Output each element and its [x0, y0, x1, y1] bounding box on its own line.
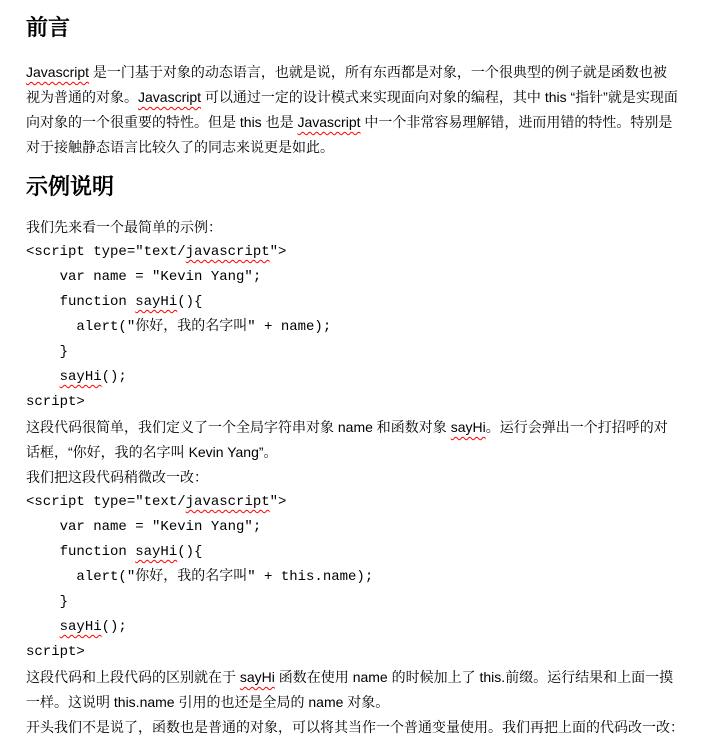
- latin-text: this.name: [113, 694, 175, 710]
- latin-text: this: [544, 89, 567, 105]
- text-run: 。运行会弹出一个打招呼的对: [485, 419, 668, 435]
- text-run: (){: [177, 544, 203, 560]
- code-line: [26, 365, 689, 390]
- text-run: 对于接触静态语言比较久了的同志来说更是如此。: [26, 139, 334, 155]
- paragraph-line: [26, 415, 689, 440]
- paragraph-line: [26, 690, 689, 715]
- text-run: script>: [26, 644, 85, 660]
- misspelled-word: Javascript: [297, 114, 361, 130]
- text-run: function: [26, 544, 136, 560]
- text-run: 前缀。运行结果和上面一摸: [505, 669, 674, 685]
- text-run: 视为普通的对象。: [26, 89, 138, 105]
- misspelled-word: sayHi: [135, 544, 178, 560]
- text-run: ”。: [258, 444, 278, 460]
- text-run: var name = "Kevin Yang";: [26, 519, 262, 535]
- code-line: [26, 590, 689, 615]
- misspelled-word: Javascript: [138, 89, 202, 105]
- paragraph-line: [26, 85, 689, 110]
- text-run: 一样。这说明: [26, 694, 114, 710]
- text-run: “指针”就是实现面: [566, 89, 678, 105]
- misspelled-word: sayHi: [59, 369, 102, 385]
- misspelled-word: javascript: [185, 494, 270, 510]
- text-run: [26, 369, 60, 385]
- text-run: 我们先来看一个最简单的示例：: [26, 219, 222, 235]
- text-run: function: [26, 294, 136, 310]
- misspelled-word: sayHi: [239, 669, 275, 685]
- code-line: [26, 615, 689, 640]
- text-run: alert("你好，我的名字叫" + name);: [26, 319, 332, 335]
- text-run: ">: [269, 494, 287, 510]
- paragraph-line: [26, 440, 689, 465]
- code-line: [26, 640, 689, 665]
- code-line: [26, 290, 689, 315]
- text-run: [26, 619, 60, 635]
- misspelled-word: javascript: [185, 244, 270, 260]
- text-run: 函数在使用: [274, 669, 353, 685]
- code-line: [26, 240, 689, 265]
- text-run: 可以通过一定的设计模式来实现面向对象的编程，其中: [201, 89, 545, 105]
- paragraph-line: [26, 715, 689, 740]
- text-run: 引用的也还是全局的: [174, 694, 309, 710]
- text-run: 我们把这段代码稍微改一改：: [26, 469, 208, 485]
- code-line: [26, 515, 689, 540]
- paragraph-line: [26, 465, 689, 490]
- text-run: script>: [26, 394, 85, 410]
- preface-heading: 前言: [26, 15, 71, 40]
- misspelled-word: Javascript: [26, 64, 90, 80]
- misspelled-word: sayHi: [135, 294, 178, 310]
- latin-text: Kevin Yang: [188, 444, 259, 460]
- paragraph-line: [26, 215, 689, 240]
- text-run: 的时候加上了: [387, 669, 480, 685]
- latin-text: this: [239, 114, 262, 130]
- text-run: 是一门基于对象的动态语言，也就是说，所有东西都是对象，一个很典型的例子就是函数也被: [89, 64, 667, 80]
- text-run: 和函数对象: [372, 419, 451, 435]
- text-run: (){: [177, 294, 203, 310]
- text-run: 中一个非常容易理解错，进而用错的特性。特别是: [360, 114, 673, 130]
- code-line: [26, 315, 689, 340]
- misspelled-word: sayHi: [59, 619, 102, 635]
- latin-text: this.: [479, 669, 506, 685]
- text-run: alert("你好，我的名字叫" + this.name);: [26, 569, 374, 585]
- text-run: 这段代码很简单，我们定义了一个全局字符串对象: [26, 419, 338, 435]
- latin-text: name: [308, 694, 344, 710]
- text-run: 对象。: [343, 694, 390, 710]
- text-run: ">: [269, 244, 287, 260]
- text-run: <script type="text/: [26, 494, 186, 510]
- text-run: 向对象的一个很重要的特性。但是: [26, 114, 240, 130]
- code-line: [26, 490, 689, 515]
- text-run: }: [26, 594, 69, 610]
- text-run: 话框，“你好，我的名字叫: [26, 444, 189, 460]
- paragraph-line: [26, 665, 689, 690]
- latin-text: name: [352, 669, 388, 685]
- code-line: [26, 540, 689, 565]
- latin-text: name: [337, 419, 373, 435]
- paragraph-line: [26, 135, 689, 160]
- text-run: 开头我们不是说了，函数也是普通的对象，可以将其当作一个普通变量使用。我们再把上面的代码改一改：: [26, 719, 684, 735]
- text-run: var name = "Kevin Yang";: [26, 269, 262, 285]
- text-run: 这段代码和上段代码的区别就在于: [26, 669, 240, 685]
- code-line: [26, 340, 689, 365]
- code-line: [26, 265, 689, 290]
- text-run: ();: [101, 619, 127, 635]
- text-run: 也是: [261, 114, 298, 130]
- examples-heading: 示例说明: [26, 174, 115, 199]
- paragraph-line: [26, 110, 689, 135]
- code-line: [26, 390, 689, 415]
- paragraph-line: [26, 60, 689, 85]
- misspelled-word: sayHi: [450, 419, 486, 435]
- text-run: }: [26, 344, 69, 360]
- code-line: [26, 565, 689, 590]
- text-run: <script type="text/: [26, 244, 186, 260]
- text-run: ();: [101, 369, 127, 385]
